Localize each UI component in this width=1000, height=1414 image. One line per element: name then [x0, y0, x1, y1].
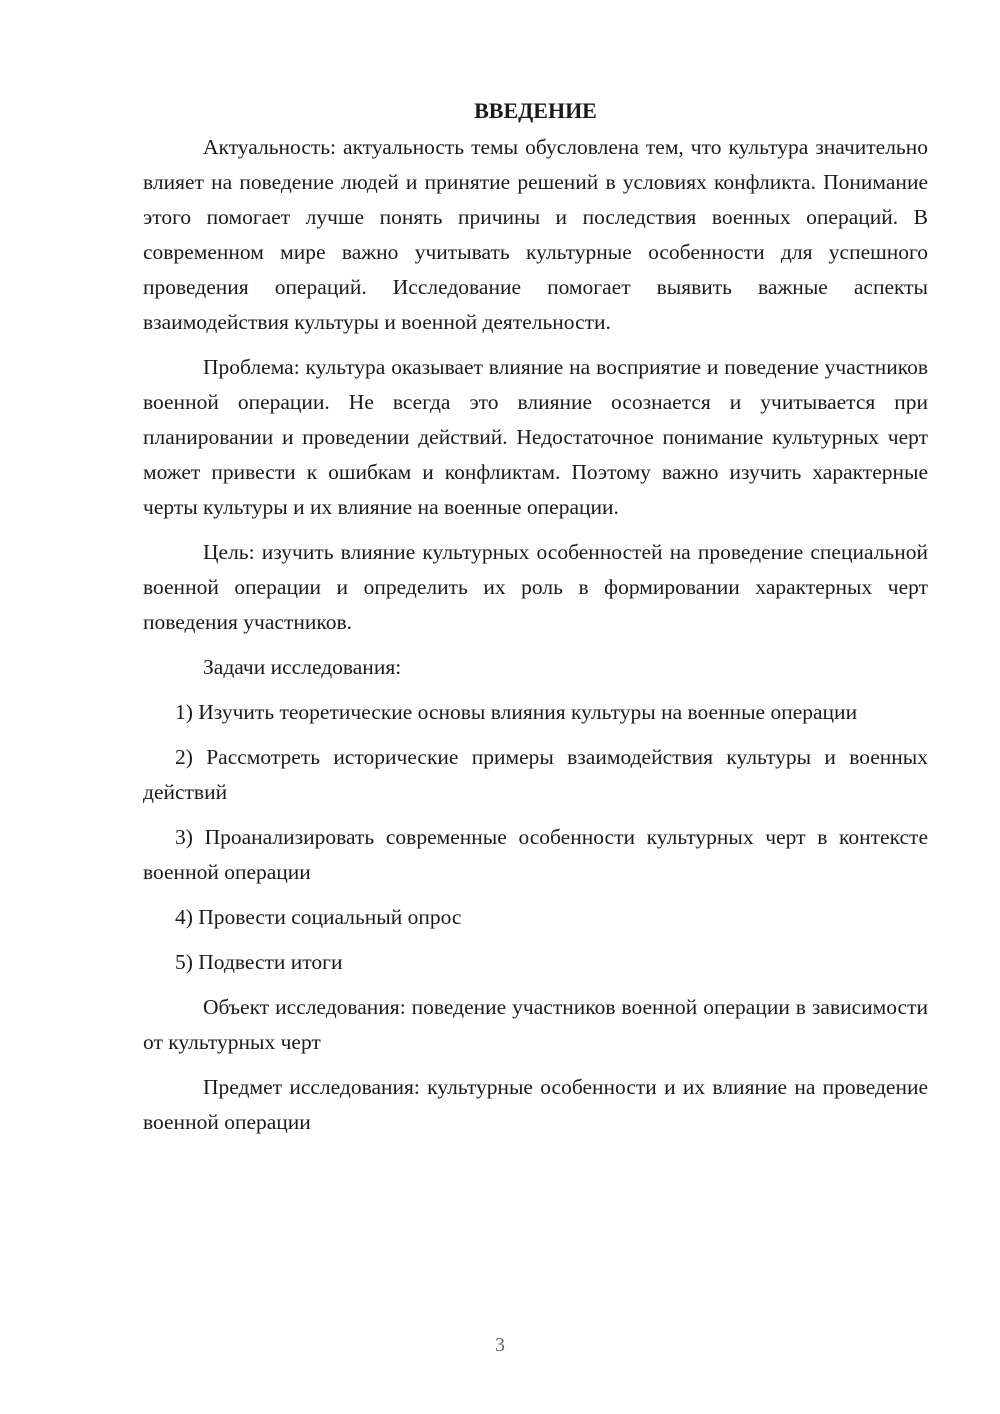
- page-number: 3: [495, 1334, 505, 1356]
- list-item-task-2: 2) Рассмотреть исторические примеры взаимодействия культуры и военных действий: [143, 745, 928, 804]
- tasks-heading: Задачи исследования:: [203, 655, 402, 679]
- list-item-task-3: 3) Проанализировать современные особенности культурных черт в контексте военной операции: [143, 825, 928, 884]
- paragraph-relevance: Актуальность: актуальность темы обусловлена тем, что культура значительно влияет на поведение людей и принятие решений в условиях конфликта. Понимание этого помогает лучше понять причины и последствия военных операций. В современном мире важно учитывать культурные особенности для успешного проведения операций. Исследование помогает выявить важные аспекты взаимодействия культуры и военной деятельности.: [143, 135, 928, 334]
- document-page: [143, 96, 928, 1140]
- paragraph-problem: Проблема: культура оказывает влияние на восприятие и поведение участников военной операции. Не всегда это влияние осознается и учитывается при планировании и проведении действий. Недостаточное понимание культурных черт может привести к ошибкам и конфликтам. Поэтому важно изучить характерные черты культуры и их влияние на военные операции.: [143, 355, 928, 519]
- paragraph-object: Объект исследования: поведение участников военной операции в зависимости от культурных черт: [143, 995, 928, 1054]
- list-item-task-4: 4) Провести социальный опрос: [175, 905, 462, 929]
- list-item-task-1: 1) Изучить теоретические основы влияния культуры на военные операции: [175, 700, 858, 724]
- paragraph-subject: Предмет исследования: культурные особенности и их влияние на проведение военной операции: [143, 1075, 928, 1134]
- page-title: ВВЕДЕНИЕ: [474, 98, 597, 123]
- paragraph-goal: Цель: изучить влияние культурных особенностей на проведение специальной военной операции и определить их роль в формировании характерных черт поведения участников.: [143, 540, 928, 634]
- list-item-task-5: 5) Подвести итоги: [175, 950, 343, 974]
